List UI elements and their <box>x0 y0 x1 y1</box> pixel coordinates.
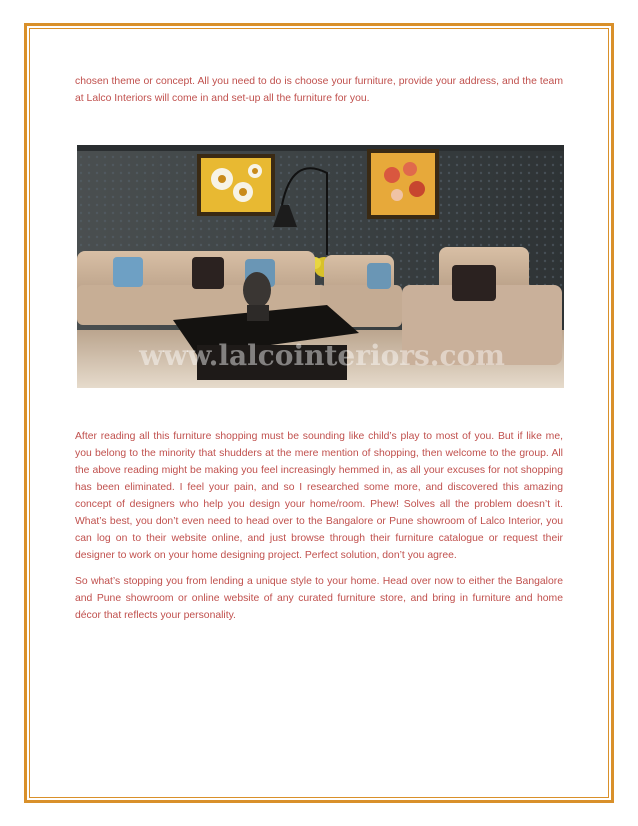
body-paragraph-1: After reading all this furniture shopping must be sounding like child’s play to most of you. But if like me, you belong to the minority that shudders at the mere mention of shopping, then welcome to the group. All the above reading might be making you feel increasingly hemmed in, as all your excuses for not shopping has been eliminated. I feel your pain, and so I researched some more, and discovered this amazing concept of designers who help you design your home/room. Phew! Solves all the problem doesn’t it. What’s best, you don’t even need to head over to the Bangalore or Pune showroom of Lalco Interior, you can log on to their website online, and just browse through their furniture catalogue or request their designer to work on your home designing project. Perfect solution, don’t you agree. <box>75 431 563 561</box>
living-room-photo <box>77 145 564 388</box>
body-block <box>75 428 563 624</box>
page-border-inner <box>29 28 609 798</box>
body-paragraph-2: So what’s stopping you from lending a unique style to your home. Head over now to either the Bangalore and Pune showroom or online website of any curated furniture store, and bring in furniture and home décor that reflects your personality. <box>75 576 563 621</box>
intro-paragraph: chosen theme or concept. All you need to do is choose your furniture, provide your address, and the team at Lalco Interiors will come in and set-up all the furniture for you. <box>75 76 563 104</box>
photo-watermark: www.lalcointeriors.com <box>139 339 505 372</box>
living-room-illustration <box>77 145 564 388</box>
intro-block <box>75 73 563 107</box>
